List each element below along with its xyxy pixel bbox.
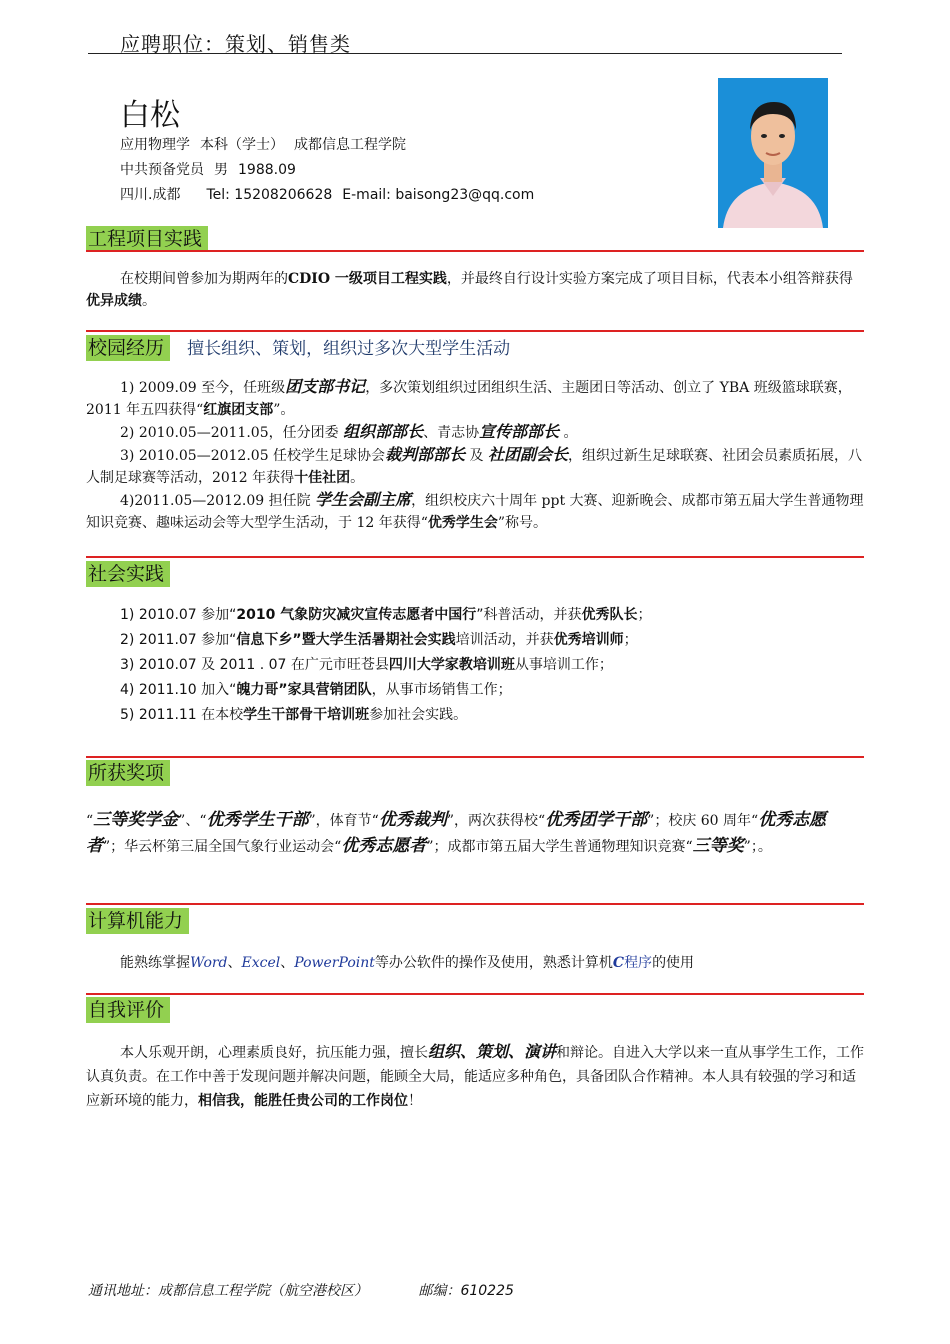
info-line-personal: 中共预备党员 男 1988.09 (120, 162, 296, 178)
section-rule-self-top (86, 993, 864, 995)
list-item: 3) 2010.07 及 2011 . 07 在广元市旺苍县四川大学家教培训班从事培训工作； (120, 657, 613, 673)
info-line-education: 应用物理学 本科（学士） 成都信息工程学院 (120, 137, 406, 153)
list-item: 2) 2011.07 参加“信息下乡”暨大学生活暑期社会实践培训活动，并获优秀培训师； (120, 632, 638, 648)
list-item: 2) 2010.05—2011.05，任分团委 组织部部长、青志协宣传部部长 。 (120, 422, 578, 441)
section-title-awards: 所获奖项 (86, 760, 170, 786)
section-title-engineering: 工程项目实践 (86, 226, 208, 252)
section-title-campus: 校园经历 (86, 335, 170, 361)
awards-paragraph: “三等奖学金”、“优秀学生干部”，体育节“优秀裁判”，两次获得校“优秀团学干部”；校庆 60 周年“优秀志愿者”；华云杯第三届全国气象行业运动会“优秀志愿者”；成都市第五届大学生普通物理知识竞赛“三等奖”；。 (86, 810, 827, 856)
footer (88, 1280, 514, 1300)
info-line-contact: 四川.成都 Tel: 15208206628 E-mail: baisong23@qq.com (120, 187, 535, 203)
list-item: 1) 2010.07 参加“2010 气象防灾减灾宣传志愿者中国行”科普活动，并获优秀队长； (120, 607, 652, 623)
list-item: 1) 2009.09 至今，任班级团支部书记，多次策划组织过团组织生活、主题团日等活动、创立了 YBA 班级篮球联赛，2011 年五四获得“红旗团支部”。 (86, 377, 852, 418)
footer-postcode: 邮编：610225 (418, 1283, 514, 1299)
header-divider (88, 53, 842, 54)
campus-list (86, 376, 864, 534)
section-title-self: 自我评价 (86, 997, 170, 1023)
list-item: 3) 2010.05—2012.05 任校学生足球协会裁判部部长 及 社团副会长，组织过新生足球联赛、社团会员素质拓展，八人制足球赛等活动，2012 年获得十佳社团。 (86, 445, 862, 486)
section-title-computer: 计算机能力 (86, 908, 189, 934)
engineering-paragraph: 在校期间曾参加为期两年的CDIO 一级项目工程实践，并最终自行设计实验方案完成了项目目标，代表本小组答辩获得优异成绩。 (86, 271, 853, 309)
applicant-name: 白松 (120, 98, 180, 133)
list-item: 5) 2011.11 在本校学生干部骨干培训班参加社会实践。 (120, 707, 468, 723)
section-rule-computer-top (86, 903, 864, 905)
section-rule-social-top (86, 556, 864, 558)
list-item: 4)2011.05—2012.09 担任院 学生会副主席，组织校庆六十周年 ppt 大赛、迎新晚会、成都市第五届大学生普通物理知识竞赛、趣味运动会等大型学生活动，于 12 年获得“优秀学生会”称号。 (86, 490, 864, 531)
self-paragraph: 本人乐观开朗，心理素质良好，抗压能力强，擅长组织、策划、演讲和辩论。自进入大学以来一直从事学生工作，工作认真负责。在工作中善于发现问题并解决问题，能顾全大局，能适应多种角色，具备团队合作精神。本人具有较强的学习和适应新环境的能力，相信我，能胜任贵公司的工作岗位！ (86, 1042, 865, 1109)
section-subtitle-campus: 擅长组织、策划，组织过多次大型学生活动 (187, 339, 511, 359)
social-list (86, 603, 864, 728)
section-rule-awards-top (86, 756, 864, 758)
computer-paragraph: 能熟练掌握Word、Excel、PowerPoint等办公软件的操作及使用，熟悉计算机C程序的使用 (120, 955, 695, 971)
section-rule-campus-top (86, 330, 864, 332)
list-item: 4) 2011.10 加入“魄力哥”家具营销团队，从事市场销售工作； (120, 682, 512, 698)
profile-photo (718, 78, 828, 228)
section-heading-campus (86, 335, 510, 361)
section-rule-engineering (86, 250, 864, 252)
footer-address: 通讯地址：成都信息工程学院（航空港校区） (88, 1283, 368, 1299)
section-title-social: 社会实践 (86, 561, 170, 587)
job-title: 应聘职位：策划、销售类 (120, 32, 351, 56)
